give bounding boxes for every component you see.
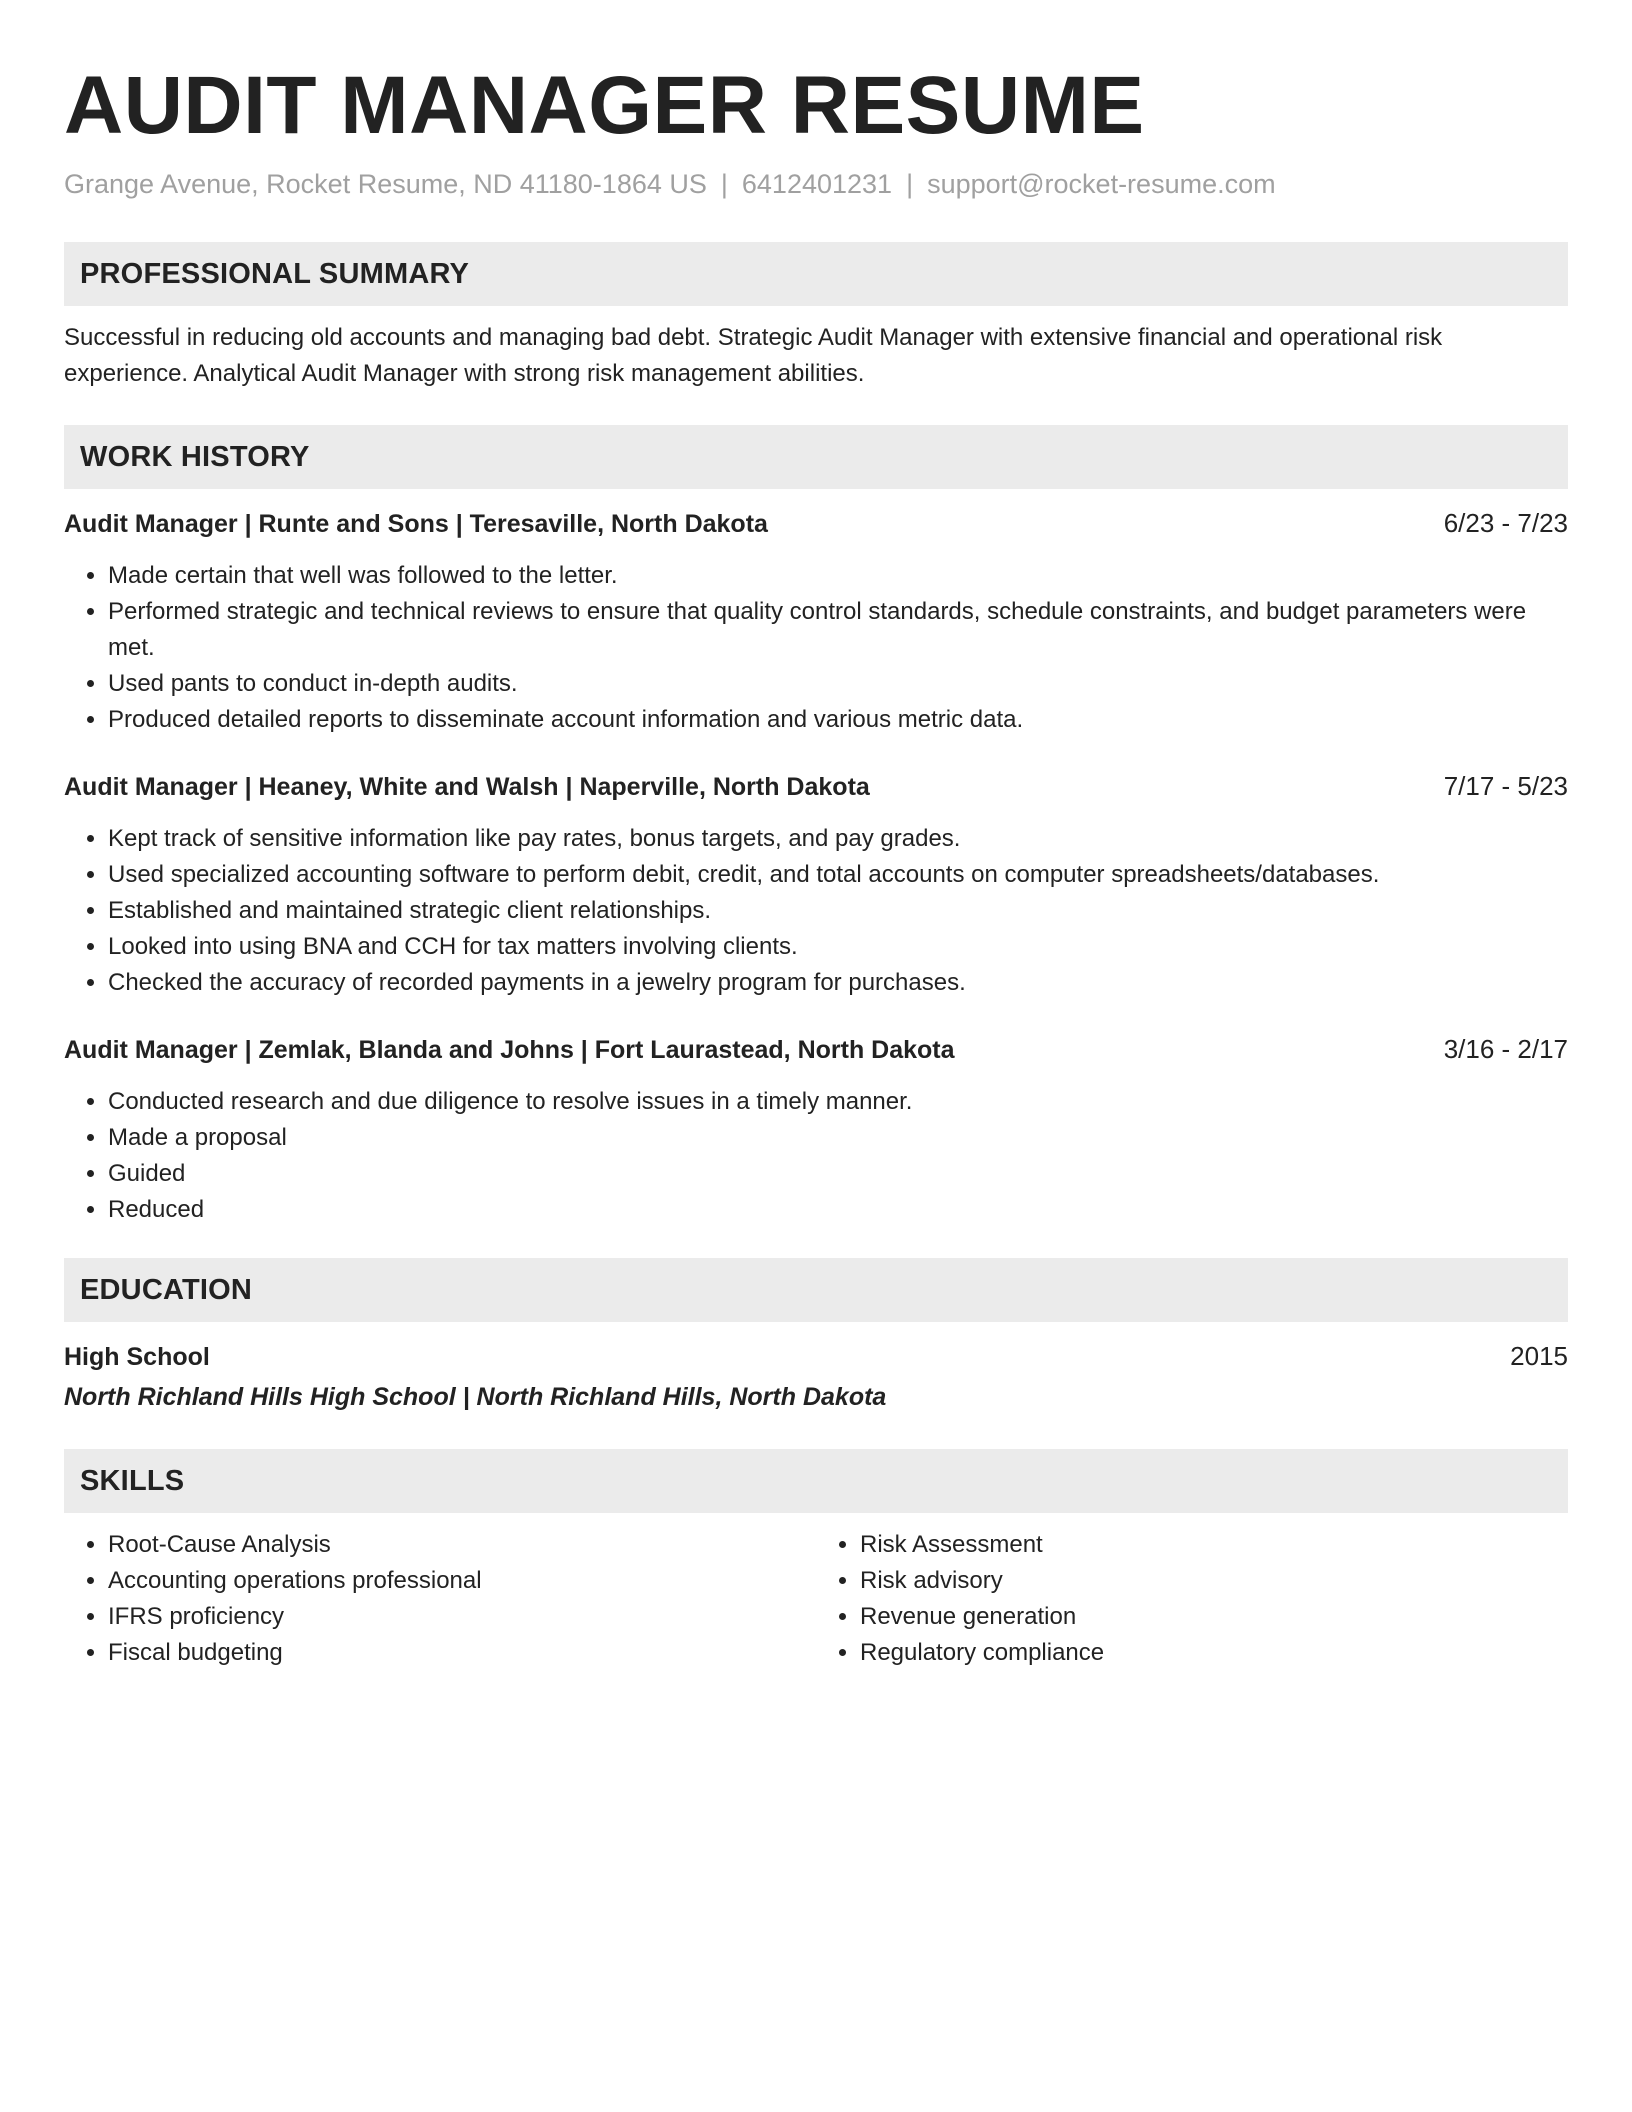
contact-separator: |: [720, 169, 728, 199]
job-bullet: • Looked into using BNA and CCH for tax matters involving clients.: [108, 929, 1568, 965]
job-bullet: • Guided: [108, 1156, 1568, 1192]
section-heading-work-history: WORK HISTORY: [64, 425, 1568, 489]
education-year: 2015: [1510, 1341, 1568, 1371]
contact-phone: 6412401231: [741, 169, 893, 199]
skill-item: • Risk Assessment: [860, 1527, 1568, 1563]
job-header: [64, 1031, 1568, 1068]
job-entry: [64, 768, 1568, 1001]
skill-item: • IFRS proficiency: [108, 1599, 816, 1635]
skills-columns: [64, 1527, 1568, 1671]
skill-item: • Revenue generation: [860, 1599, 1568, 1635]
contact-separator: |: [906, 169, 914, 199]
section-heading-skills: SKILLS: [64, 1449, 1568, 1513]
job-bullet: • Used specialized accounting software to perform debit, credit, and total accounts on computer spreadsheets/databases.: [108, 857, 1568, 893]
job-bullet: • Performed strategic and technical reviews to ensure that quality control standards, schedule constraints, and budget parameters were met.: [108, 594, 1568, 666]
education-school: North Richland Hills High School | North Richland Hills, North Dakota: [64, 1383, 887, 1411]
job-dates: 7/17 - 5/23: [1443, 771, 1568, 801]
job-dates: 6/23 - 7/23: [1443, 508, 1568, 538]
job-title: Audit Manager | Zemlak, Blanda and Johns | Fort Laurastead, North Dakota: [64, 1036, 955, 1064]
skills-column-right: [816, 1527, 1568, 1671]
section-heading-summary: PROFESSIONAL SUMMARY: [64, 242, 1568, 306]
skills-list: [64, 1527, 816, 1671]
education-degree: High School: [64, 1343, 210, 1371]
skills-list: [816, 1527, 1568, 1671]
job-bullet: • Made certain that well was followed to the letter.: [108, 558, 1568, 594]
summary-text: Successful in reducing old accounts and managing bad debt. Strategic Audit Manager with extensive financial and operational risk experience. Analytical Audit Manager with strong risk management abilities.: [64, 324, 1443, 387]
job-bullets: [64, 821, 1568, 1001]
education-row: [64, 1338, 1568, 1375]
skill-item: • Root-Cause Analysis: [108, 1527, 816, 1563]
skill-item: • Regulatory compliance: [860, 1635, 1568, 1671]
job-bullet: • Established and maintained strategic client relationships.: [108, 893, 1568, 929]
job-title: Audit Manager | Heaney, White and Walsh | Naperville, North Dakota: [64, 773, 870, 801]
job-bullets: [64, 558, 1568, 738]
skill-item: • Risk advisory: [860, 1563, 1568, 1599]
job-entry: [64, 1031, 1568, 1228]
job-bullets: [64, 1084, 1568, 1228]
job-header: [64, 505, 1568, 542]
job-bullet: • Reduced: [108, 1192, 1568, 1228]
job-bullet: • Conducted research and due diligence to resolve issues in a timely manner.: [108, 1084, 1568, 1120]
skills-column-left: [64, 1527, 816, 1671]
job-bullet: • Made a proposal: [108, 1120, 1568, 1156]
resume-title: AUDIT MANAGER RESUME: [64, 60, 1145, 151]
job-bullet: • Kept track of sensitive information like pay rates, bonus targets, and pay grades.: [108, 821, 1568, 857]
job-header: [64, 768, 1568, 805]
job-bullet: • Produced detailed reports to disseminate account information and various metric data.: [108, 702, 1568, 738]
contact-line: [64, 166, 1568, 202]
skill-item: • Fiscal budgeting: [108, 1635, 816, 1671]
contact-address: Grange Avenue, Rocket Resume, ND 41180-1864 US: [64, 169, 707, 199]
job-dates: 3/16 - 2/17: [1443, 1034, 1568, 1064]
job-bullet: • Checked the accuracy of recorded payments in a jewelry program for purchases.: [108, 965, 1568, 1001]
job-title: Audit Manager | Runte and Sons | Teresaville, North Dakota: [64, 510, 768, 538]
job-entry: [64, 505, 1568, 738]
job-bullet: • Used pants to conduct in-depth audits.: [108, 666, 1568, 702]
skill-item: • Accounting operations professional: [108, 1563, 816, 1599]
section-heading-education: EDUCATION: [64, 1258, 1568, 1322]
contact-email: support@rocket-resume.com: [927, 169, 1276, 199]
